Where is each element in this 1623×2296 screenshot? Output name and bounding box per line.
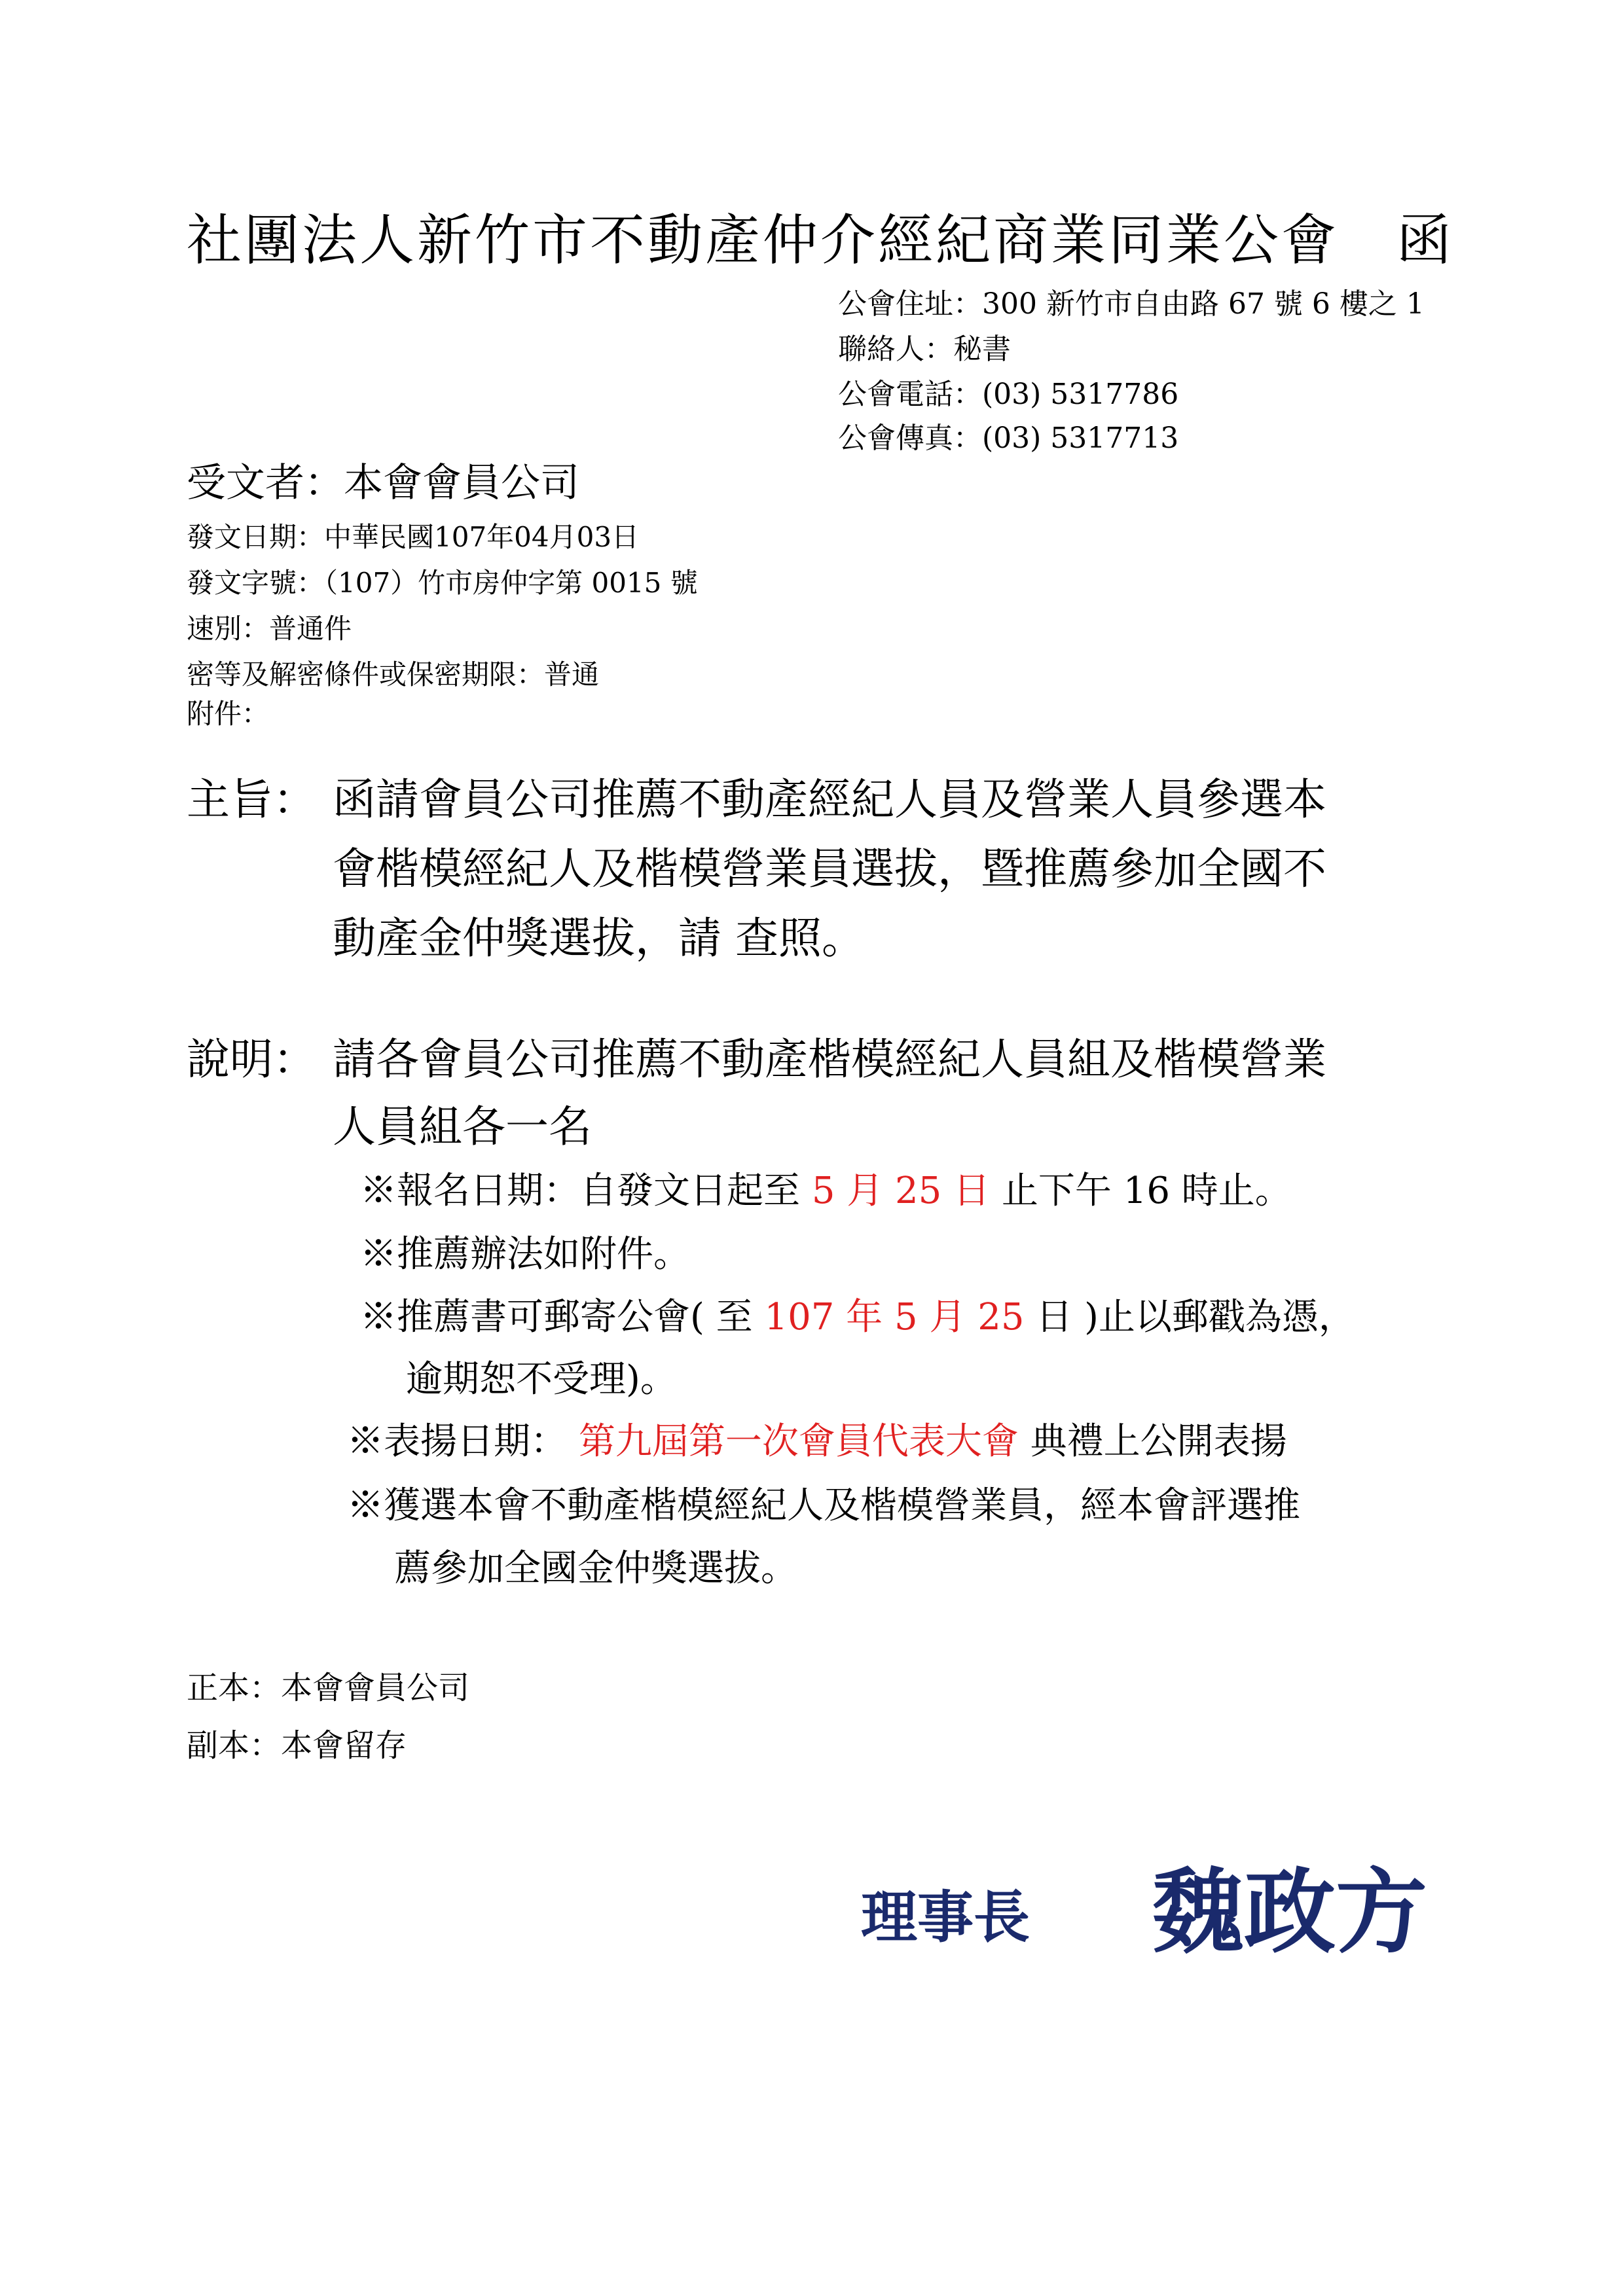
commendation-date-suffix: 典禮上公開表揚 xyxy=(1030,1420,1287,1463)
subject-label: 主旨： xyxy=(187,774,316,825)
description-line: 請各會員公司推薦不動產楷模經紀人員組及楷模營業 xyxy=(333,1034,1326,1085)
fax-number: 公會傳真：(03) 5317713 xyxy=(838,422,1179,455)
registration-deadline: 5 月 25 日 xyxy=(811,1170,991,1212)
selection-item: ※獲選本會不動產楷模經紀人及楷模營業員，經本會評選推 xyxy=(347,1484,1300,1527)
mail-instruction-item xyxy=(360,1288,1355,1340)
registration-date-prefix: ※報名日期：自發文日起至 xyxy=(360,1170,800,1212)
letter-title: 社團法人新竹市不動產仲介經紀商業同業公會 函 xyxy=(187,208,1455,272)
copy-recipient: 副本：本會留存 xyxy=(187,1727,407,1764)
original-recipient: 正本：本會會員公司 xyxy=(187,1670,470,1706)
mail-instruction-line2: 逾期恕不受理)。 xyxy=(406,1358,677,1401)
subject-line: 會楷模經紀人及楷模營業員選拔，暨推薦參加全國不 xyxy=(333,844,1326,894)
description-label: 說明： xyxy=(187,1034,316,1085)
commendation-event: 第九屆第一次會員代表大會 xyxy=(578,1420,1019,1463)
document-number: 發文字號：（107）竹市房仲字第 0015 號 xyxy=(187,567,698,599)
association-address: 公會住址：300 新竹市自由路 67 號 6 樓之 1 xyxy=(838,287,1425,321)
delivery-speed: 速別：普通件 xyxy=(187,613,352,645)
subject-line: 函請會員公司推薦不動產經紀人員及營業人員參選本 xyxy=(333,774,1326,825)
recommendation-method-item: ※推薦辦法如附件。 xyxy=(360,1233,690,1276)
attachment: 附件： xyxy=(187,698,270,730)
subject-line: 動產金仲獎選拔，請 查照。 xyxy=(333,913,865,963)
chairman-title: 理事長 xyxy=(861,1884,1030,1950)
issue-date: 發文日期：中華民國107年04月03日 xyxy=(187,521,640,553)
selection-item-line2: 薦參加全國金仲獎選拔。 xyxy=(394,1547,797,1590)
recipient: 受文者：本會會員公司 xyxy=(187,460,579,506)
mail-instruction-prefix: ※推薦書可郵寄公會( 至 xyxy=(360,1296,753,1338)
chairman-name: 魏政方 xyxy=(1152,1859,1428,1966)
registration-date-suffix: 止下午 16 時止。 xyxy=(1001,1170,1292,1212)
contact-person: 聯絡人：秘書 xyxy=(838,332,1011,366)
description-line: 人員組各一名 xyxy=(333,1102,592,1152)
registration-date-item xyxy=(360,1162,1292,1214)
secrecy-level: 密等及解密條件或保密期限：普通 xyxy=(187,658,600,691)
commendation-date-prefix: ※表揚日期： xyxy=(347,1420,567,1463)
commendation-date-item xyxy=(347,1412,1287,1465)
mail-deadline: 107 年 5 月 25 xyxy=(764,1296,1025,1338)
mail-instruction-suffix: 日 )止以郵戳為憑， xyxy=(1036,1296,1355,1338)
phone-number: 公會電話：(03) 5317786 xyxy=(838,378,1179,411)
